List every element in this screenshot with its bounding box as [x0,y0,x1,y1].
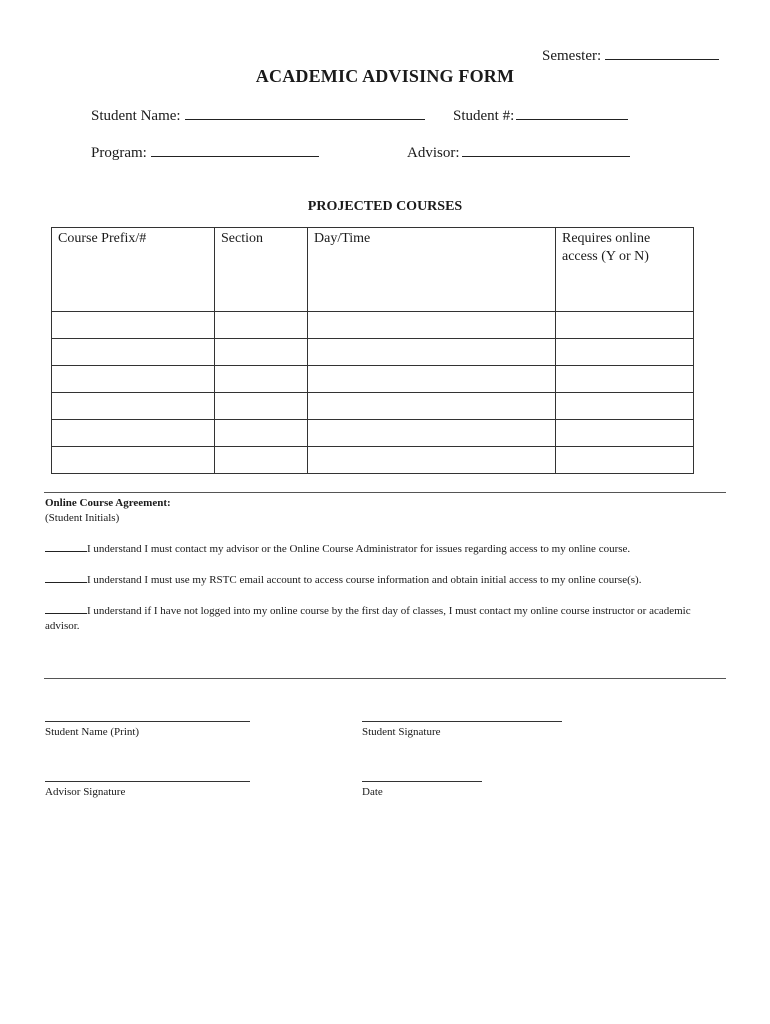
cell-day-time[interactable] [308,312,556,339]
agreement-item [45,572,713,588]
student-name-label: Student Name: [91,108,181,124]
column-header-day-time: Day/Time [308,228,556,312]
semester-label: Semester: [542,48,602,64]
initials-input-line[interactable] [45,541,87,552]
student-signature-block [362,721,562,738]
page-title: ACADEMIC ADVISING FORM [255,66,515,86]
projected-courses-table [51,227,694,474]
cell-section[interactable] [215,366,308,393]
student-number-input-line[interactable] [516,107,628,120]
advisor-input-line[interactable] [462,144,630,157]
table-row [52,393,694,420]
cell-day-time[interactable] [308,393,556,420]
cell-online-access[interactable] [556,339,694,366]
advisor-label: Advisor: [407,145,460,161]
cell-online-access[interactable] [556,420,694,447]
cell-course-prefix[interactable] [52,393,215,420]
cell-online-access[interactable] [556,366,694,393]
cell-online-access[interactable] [556,393,694,420]
date-label: Date [362,786,383,798]
student-signature-label: Student Signature [362,726,441,738]
initials-input-line[interactable] [45,572,87,583]
course-rows [52,312,694,474]
cell-day-time[interactable] [308,420,556,447]
agreement-subheading: (Student Initials) [45,512,120,524]
column-header-online-access: Requires online access (Y or N) [556,228,694,312]
cell-course-prefix[interactable] [52,447,215,474]
cell-course-prefix[interactable] [52,420,215,447]
cell-course-prefix[interactable] [52,339,215,366]
table-header-row [52,228,694,312]
semester-input-line[interactable] [605,47,719,60]
cell-online-access[interactable] [556,312,694,339]
program-input-line[interactable] [151,144,319,157]
table-row [52,312,694,339]
cell-day-time[interactable] [308,366,556,393]
divider-top [44,492,726,493]
program-label: Program: [91,145,147,161]
advisor-signature-label: Advisor Signature [45,786,126,798]
agreement-item-text: I understand I must contact my advisor or the Online Course Administrator for issues regarding access to my online course. [87,543,631,555]
online-course-agreement [45,496,713,634]
cell-section[interactable] [215,312,308,339]
cell-section[interactable] [215,339,308,366]
advisor-signature-line[interactable] [45,781,250,782]
student-name-print-label: Student Name (Print) [45,726,140,738]
semester-field [542,47,719,65]
student-signature-line[interactable] [362,721,562,722]
student-number-field [453,107,628,125]
initials-input-line[interactable] [45,603,87,614]
student-number-label: Student #: [453,108,515,124]
cell-section[interactable] [215,393,308,420]
agreement-item-text: I understand I must use my RSTC email account to access course information and obtain initial access to my online course(s). [87,574,642,586]
cell-course-prefix[interactable] [52,366,215,393]
cell-online-access[interactable] [556,447,694,474]
cell-course-prefix[interactable] [52,312,215,339]
agreement-heading: Online Course Agreement: [45,497,171,509]
student-name-field [91,107,425,125]
agreement-item-text: I understand if I have not logged into my online course by the first day of classes, I must contact my online course instructor or academic advisor. [45,605,691,632]
column-header-course-prefix: Course Prefix/# [52,228,215,312]
student-name-print-block [45,721,250,738]
cell-day-time[interactable] [308,339,556,366]
date-line[interactable] [362,781,482,782]
table-row [52,366,694,393]
cell-section[interactable] [215,420,308,447]
student-name-input-line[interactable] [185,107,425,120]
advisor-field [407,144,630,162]
agreement-item [45,541,713,557]
agreement-item [45,603,713,634]
student-name-print-line[interactable] [45,721,250,722]
advisor-signature-block [45,781,250,798]
table-row [52,420,694,447]
cell-day-time[interactable] [308,447,556,474]
date-block [362,781,482,798]
table-row [52,339,694,366]
table-row [52,447,694,474]
projected-courses-title: PROJECTED COURSES [307,199,463,214]
divider-bottom [44,678,726,679]
column-header-section: Section [215,228,308,312]
cell-section[interactable] [215,447,308,474]
program-field [91,144,319,162]
